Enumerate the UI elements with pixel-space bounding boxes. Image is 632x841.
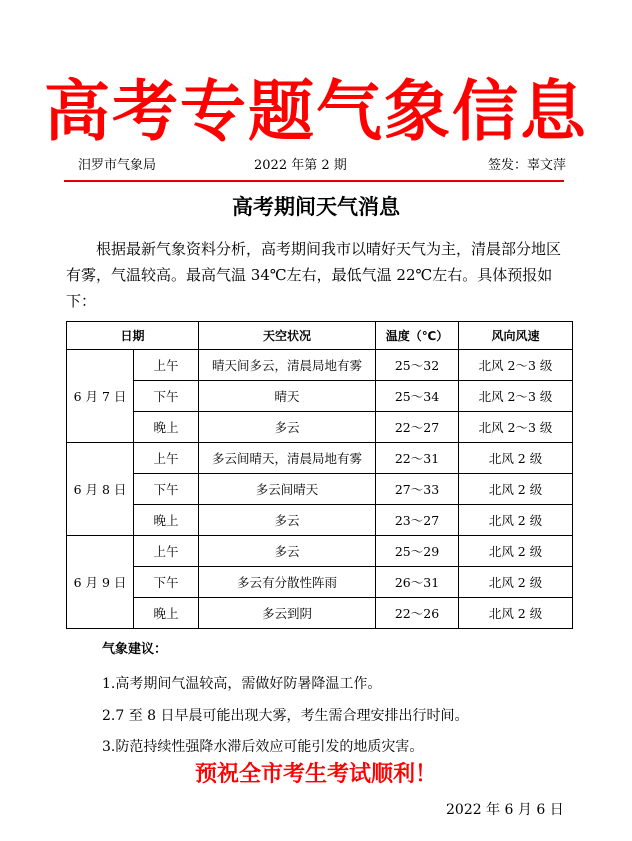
issue-number: 2022 年第 2 期 bbox=[254, 158, 347, 173]
forecast-table bbox=[66, 321, 573, 629]
sky-cell: 晴天间多云，清晨局地有雾 bbox=[199, 350, 376, 381]
intro-paragraph: 根据最新气象资料分析，高考期间我市以晴好天气为主，清晨部分地区有雾，气温较高。最高气温 34℃左右，最低气温 22℃左右。具体预报如下： bbox=[66, 240, 562, 310]
signer: 签发：辜文萍 bbox=[487, 158, 566, 173]
blessing-banner: 预祝全市考生考试顺利！ bbox=[194, 762, 437, 787]
table-row bbox=[67, 567, 573, 598]
table-row bbox=[67, 474, 573, 505]
table-row bbox=[67, 350, 573, 381]
period-cell: 晚上 bbox=[134, 505, 199, 536]
header-temp: 温度（℃） bbox=[376, 322, 459, 350]
issue-info bbox=[78, 156, 566, 176]
date-cell: 6 月 8 日 bbox=[67, 443, 134, 536]
temp-cell: 23～27 bbox=[376, 505, 459, 536]
page-heading: 高考期间天气消息 bbox=[232, 195, 400, 219]
issuing-org: 汨罗市气象局 bbox=[78, 158, 157, 173]
sky-cell: 多云到阴 bbox=[199, 598, 376, 629]
table-row bbox=[67, 412, 573, 443]
temp-cell: 22～31 bbox=[376, 443, 459, 474]
header-sky: 天空状况 bbox=[199, 322, 376, 350]
period-cell: 下午 bbox=[134, 381, 199, 412]
masthead-title: 高考专题气象信息 bbox=[44, 73, 588, 150]
sky-cell: 多云间晴天，清晨局地有雾 bbox=[199, 443, 376, 474]
table-row bbox=[67, 536, 573, 567]
wind-cell: 北风 2～3 级 bbox=[459, 412, 573, 443]
temp-cell: 27～33 bbox=[376, 474, 459, 505]
wind-cell: 北风 2 级 bbox=[459, 598, 573, 629]
sky-cell: 多云 bbox=[199, 412, 376, 443]
temp-cell: 25～32 bbox=[376, 350, 459, 381]
issue-date: 2022 年 6 月 6 日 bbox=[446, 802, 564, 818]
advice-item: 2.7 至 8 日早晨可能出现大雾，考生需合理安排出行时间。 bbox=[102, 708, 469, 724]
header-date: 日期 bbox=[67, 322, 199, 350]
header-wind: 风向风速 bbox=[459, 322, 573, 350]
wind-cell: 北风 2 级 bbox=[459, 443, 573, 474]
table-row bbox=[67, 381, 573, 412]
table-row bbox=[67, 598, 573, 629]
wind-cell: 北风 2～3 级 bbox=[459, 381, 573, 412]
advice-item: 3.防范持续性强降水滞后效应可能引发的地质灾害。 bbox=[102, 739, 424, 755]
wind-cell: 北风 2 级 bbox=[459, 505, 573, 536]
sky-cell: 晴天 bbox=[199, 381, 376, 412]
sky-cell: 多云间晴天 bbox=[199, 474, 376, 505]
period-cell: 上午 bbox=[134, 536, 199, 567]
table-row bbox=[67, 443, 573, 474]
wind-cell: 北风 2 级 bbox=[459, 536, 573, 567]
wind-cell: 北风 2 级 bbox=[459, 567, 573, 598]
advice-item: 1.高考期间气温较高，需做好防暑降温工作。 bbox=[102, 676, 382, 692]
table-row bbox=[67, 505, 573, 536]
period-cell: 下午 bbox=[134, 474, 199, 505]
date-cell: 6 月 9 日 bbox=[67, 536, 134, 629]
period-cell: 晚上 bbox=[134, 412, 199, 443]
period-cell: 下午 bbox=[134, 567, 199, 598]
sky-cell: 多云 bbox=[199, 505, 376, 536]
wind-cell: 北风 2 级 bbox=[459, 474, 573, 505]
period-cell: 上午 bbox=[134, 350, 199, 381]
period-cell: 上午 bbox=[134, 443, 199, 474]
red-divider bbox=[64, 180, 564, 182]
sky-cell: 多云有分散性阵雨 bbox=[199, 567, 376, 598]
table-header-row bbox=[67, 322, 573, 350]
temp-cell: 25～29 bbox=[376, 536, 459, 567]
temp-cell: 25～34 bbox=[376, 381, 459, 412]
temp-cell: 26～31 bbox=[376, 567, 459, 598]
sky-cell: 多云 bbox=[199, 536, 376, 567]
date-cell: 6 月 7 日 bbox=[67, 350, 134, 443]
temp-cell: 22～26 bbox=[376, 598, 459, 629]
wind-cell: 北风 2～3 级 bbox=[459, 350, 573, 381]
period-cell: 晚上 bbox=[134, 598, 199, 629]
advice-title: 气象建议： bbox=[102, 642, 168, 657]
temp-cell: 22～27 bbox=[376, 412, 459, 443]
